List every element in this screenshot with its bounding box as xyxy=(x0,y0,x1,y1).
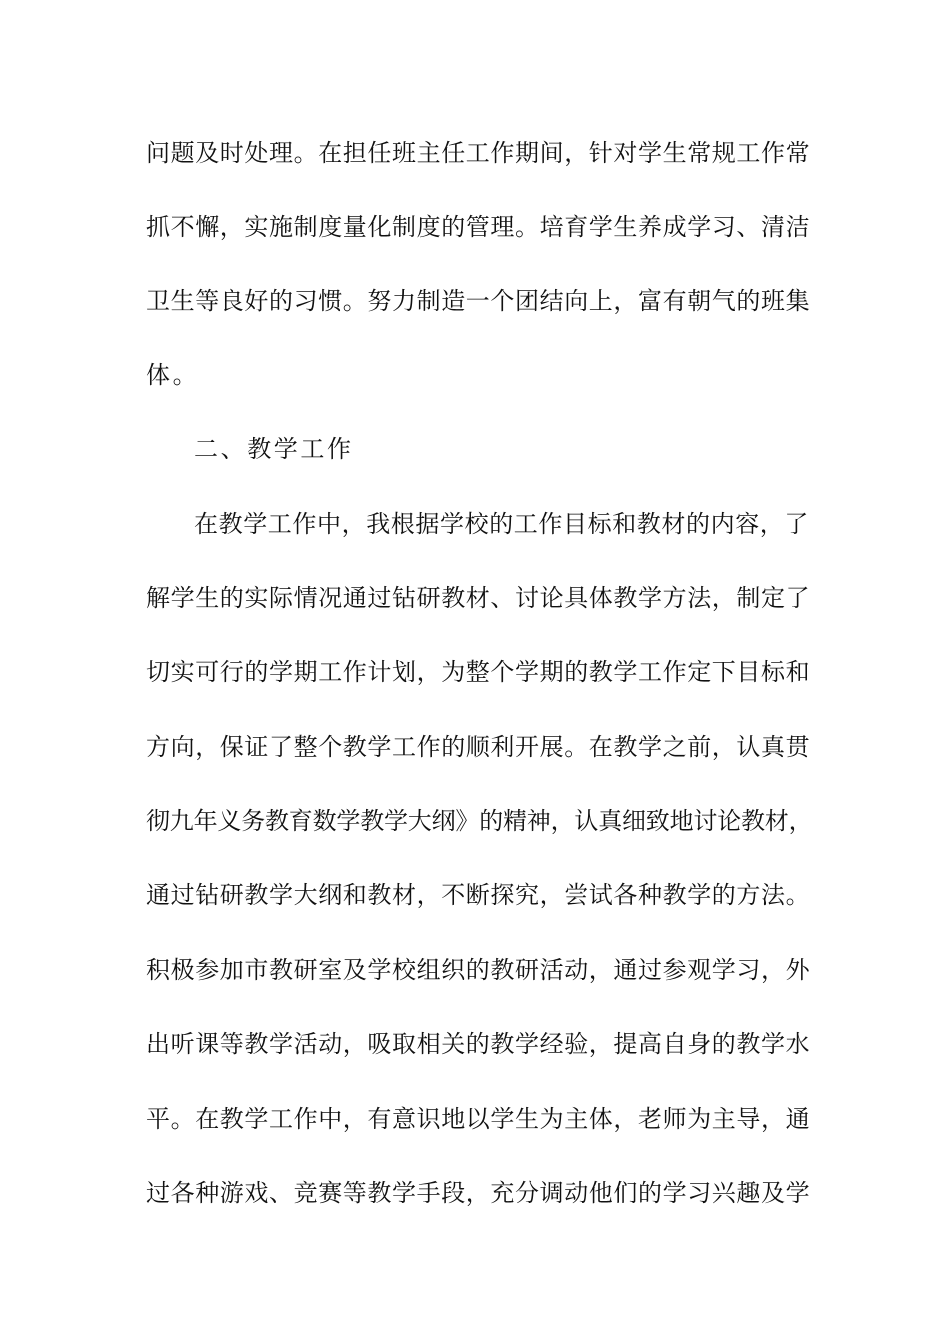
text-line: 问题及时处理。在担任班主任工作期间，针对学生常规工作常 xyxy=(146,139,811,167)
text-line: 方向，保证了整个教学工作的顺利开展。在教学之前，认真贯 xyxy=(146,733,811,761)
text-line: 积极参加市教研室及学校组织的教研活动，通过参观学习，外 xyxy=(146,956,811,984)
text-line: 解学生的实际情况通过钻研教材、讨论具体教学方法，制定了 xyxy=(146,584,811,612)
text-line: 平。在教学工作中，有意识地以学生为主体，老师为主导，通 xyxy=(146,1105,811,1133)
text-line: 卫生等良好的习惯。努力制造一个团结向上，富有朝气的班集 xyxy=(146,287,811,315)
text-line: 过各种游戏、竞赛等教学手段，充分调动他们的学习兴趣及学 xyxy=(146,1179,811,1207)
text-line: 在教学工作中，我根据学校的工作目标和教材的内容，了 xyxy=(194,510,809,538)
text-line: 体。 xyxy=(146,361,200,389)
section-heading: 二、教学工作 xyxy=(194,435,354,463)
text-line: 通过钻研教学大纲和教材，不断探究，尝试各种教学的方法。 xyxy=(146,881,811,909)
text-line: 彻九年义务教育数学教学大纲》的精神，认真细致地讨论教材， xyxy=(146,807,813,835)
text-line: 出听课等教学活动，吸取相关的教学经验，提高自身的教学水 xyxy=(146,1030,811,1058)
text-line: 切实可行的学期工作计划，为整个学期的教学工作定下目标和 xyxy=(146,658,811,686)
text-line: 抓不懈，实施制度量化制度的管理。培育学生养成学习、清洁 xyxy=(146,213,811,241)
